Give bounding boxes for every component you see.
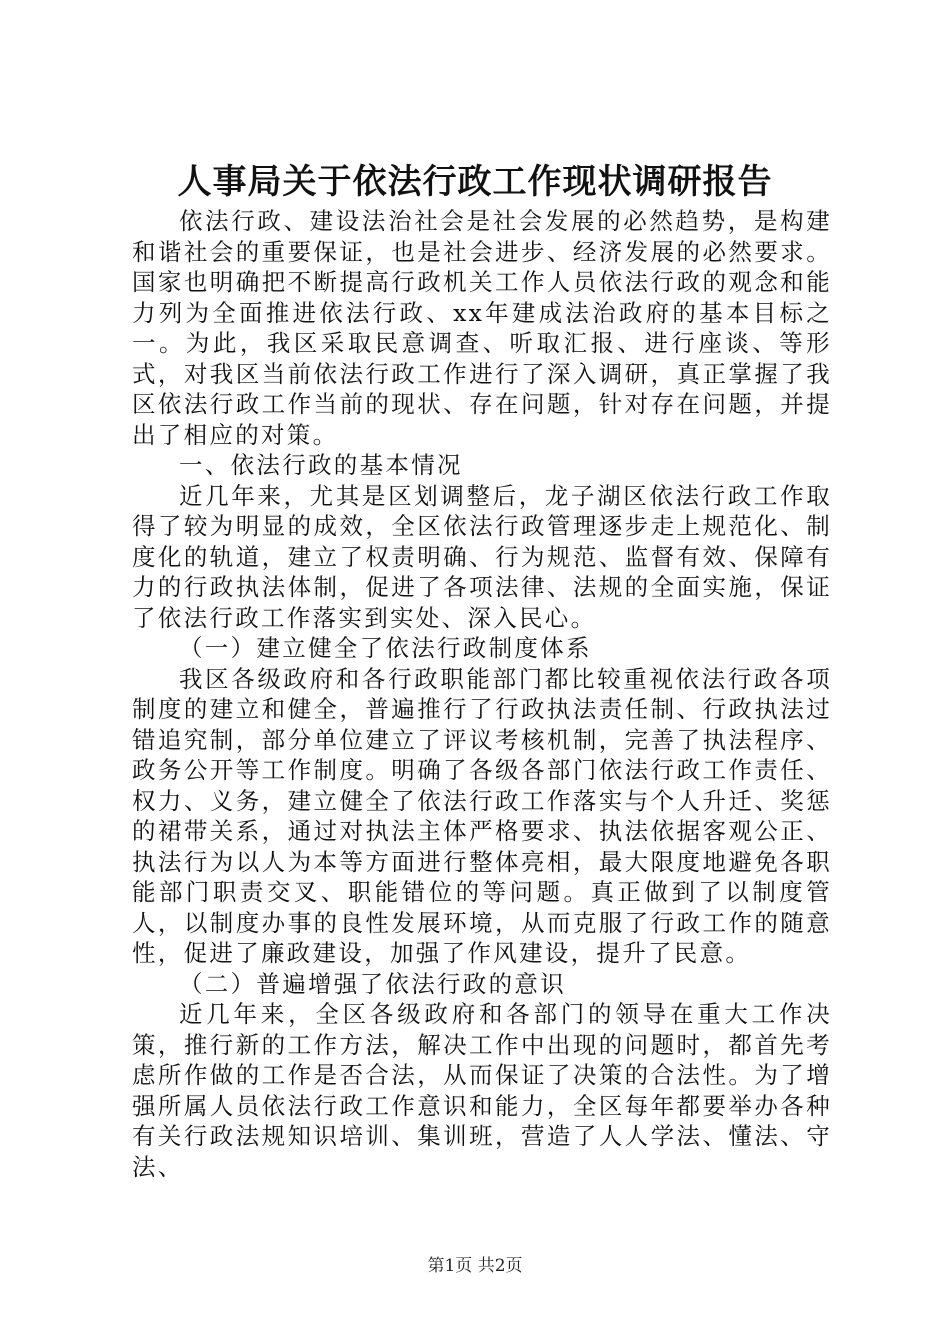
page-number-footer: 第1页 共2页 [427,1256,523,1276]
document-title: 人事局关于依法行政工作现状调研报告 [177,162,773,202]
basic-situation-paragraph: 近几年来，尤其是区划调整后，龙子湖区依法行政工作取得了较为明显的成效，全区依法行政管理逐步走上规范化、制度化的轨道，建立了权责明确、行为规范、监督有效、保障有力的行政执法体制，促进了各项法律、法规的全面实施，保证了依法行政工作落实到实处、深入民心。 [132,481,832,632]
awareness-paragraph: 近几年来，全区各级政府和各部门的领导在重大工作决策，推行新的工作方法，解决工作中出现的问题时，都首先考虑所作做的工作是否合法，从而保证了决策的合法性。为了增强所属人员依法行政工作意识和能力，全区每年都要举办各种有关行政法规知识培训、集训班，营造了人人学法、懂法、守法、 [132,1000,832,1181]
section-heading-basic-situation: 一、依法行政的基本情况 [179,451,463,479]
subsection-heading-system: （一）建立健全了依法行政制度体系 [179,634,592,662]
intro-paragraph: 依法行政、建设法治社会是社会发展的必然趋势，是构建和谐社会的重要保证，也是社会进步、经济发展的必然要求。国家也明确把不断提高行政机关工作人员依法行政的观念和能力列为全面推进依法行政、xx年建成法治政府的基本目标之一。为此，我区采取民意调查、听取汇报、进行座谈、等形式，对我区当前依法行政工作进行了深入调研，真正掌握了我区依法行政工作当前的现状、存在问题，针对存在问题，并提出了相应的对策。 [132,207,832,449]
document-body [132,206,832,1182]
subsection-heading-awareness: （二）普遍增强了依法行政的意识 [179,969,566,998]
system-paragraph: 我区各级政府和各行政职能部门都比较重视依法行政各项制度的建立和健全，普遍推行了行政执法责任制、行政执法过错追究制，部分单位建立了评议考核机制，完善了执法程序、政务公开等工作制度。明确了各级各部门依法行政工作责任、权力、义务，建立健全了依法行政工作落实与个人升迁、奖惩的裙带关系，通过对执法主体严格要求、执法依据客观公正、执法行为以人为本等方面进行整体亮相，最大限度地避免各职能部门职责交叉、职能错位的等问题。真正做到了以制度管人，以制度办事的良性发展环境，从而克服了行政工作的随意性，促进了廉政建设，加强了作风建设，提升了民意。 [132,664,832,967]
